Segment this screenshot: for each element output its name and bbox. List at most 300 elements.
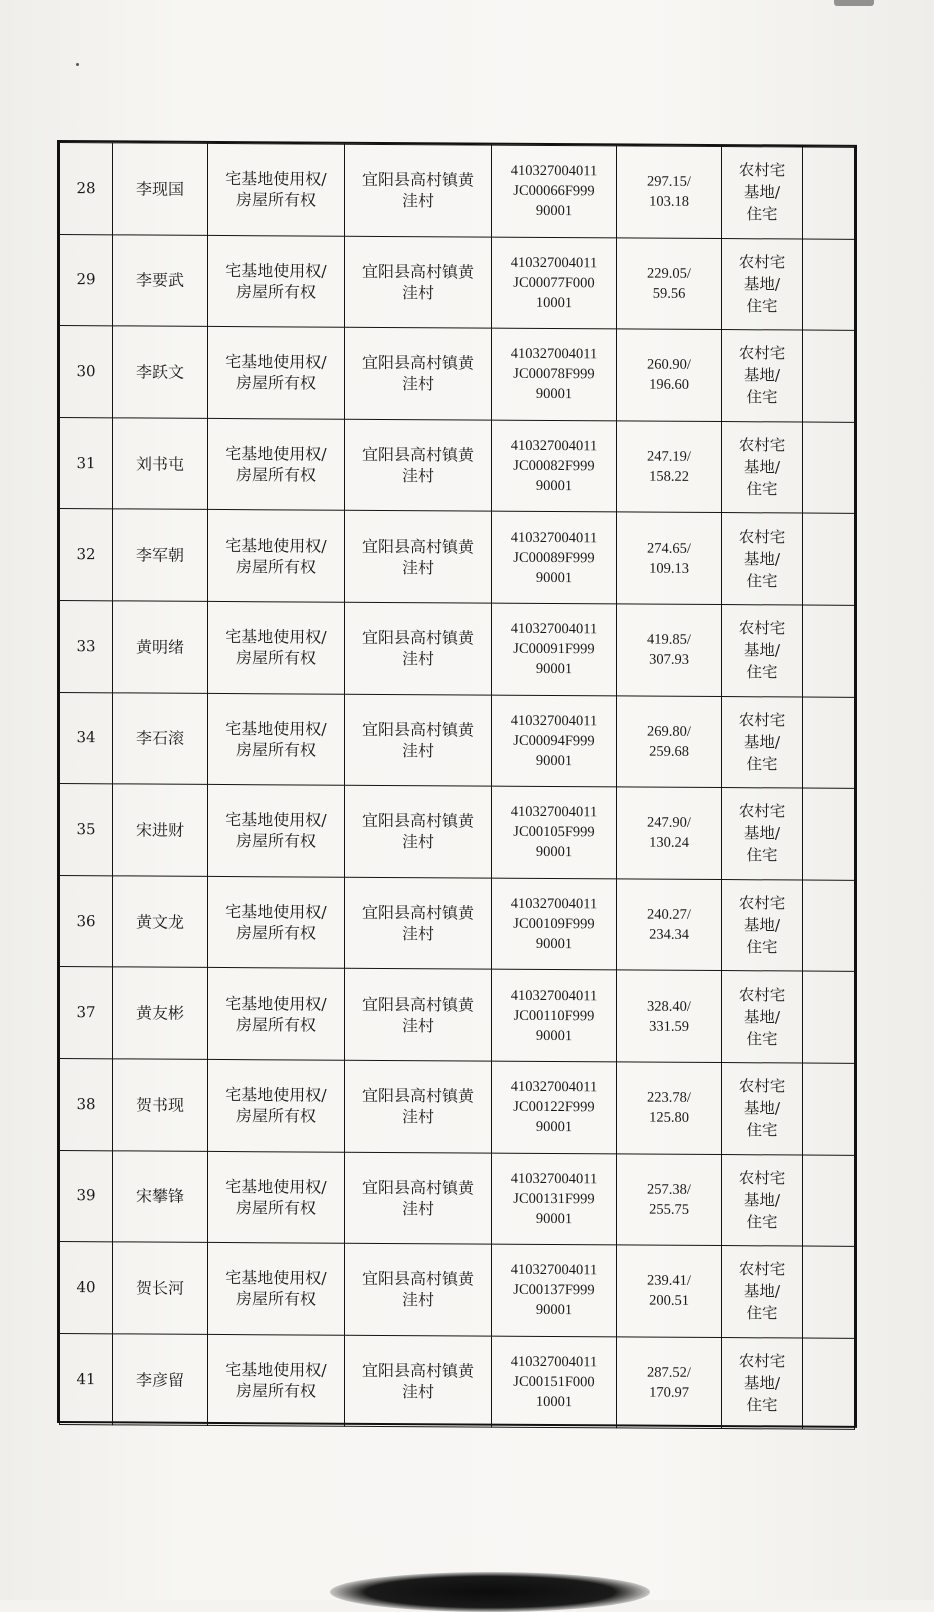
owner-name: 黄明绪 — [135, 637, 184, 657]
parcel-code — [511, 1352, 597, 1413]
note-cell — [803, 605, 855, 697]
right-type-line: 房屋所有权 — [235, 1106, 316, 1126]
parcel-code-cell — [492, 512, 617, 604]
parcel-code-cell — [492, 145, 617, 237]
land-use — [739, 984, 786, 1050]
parcel-code — [511, 344, 597, 405]
owner-name-cell — [113, 1150, 208, 1242]
location-cell — [345, 694, 492, 786]
land-use — [739, 801, 786, 867]
land-use-line: 农村宅 — [738, 1077, 786, 1096]
owner-name: 贺书现 — [135, 1095, 184, 1115]
area-line: 269.80/ — [647, 723, 691, 740]
area-cell — [617, 329, 722, 421]
area-cell — [617, 238, 722, 330]
right-type-line: 房屋所有权 — [235, 281, 316, 302]
row-number-cell — [60, 784, 113, 876]
owner-name-cell — [113, 418, 208, 510]
row-number-cell — [60, 692, 113, 784]
parcel-code-line: JC00094F999 — [513, 732, 595, 750]
area-line: 419.85/ — [647, 631, 691, 649]
parcel-code-line: 10001 — [535, 294, 573, 312]
location-cell — [345, 144, 492, 236]
row-number: 38 — [76, 1094, 96, 1113]
land-use-line: 住宅 — [746, 480, 778, 499]
parcel-code-line: 410327004011 — [510, 804, 598, 821]
land-use-line: 基地/ — [743, 733, 781, 752]
area — [647, 813, 691, 853]
parcel-code-cell — [492, 1153, 617, 1245]
right-type-line: 宅基地使用权/ — [225, 902, 327, 922]
parcel-code — [511, 619, 597, 680]
parcel-code-line: JC00109F999 — [513, 915, 595, 933]
location-line: 洼村 — [401, 557, 434, 577]
location-line: 洼村 — [401, 924, 434, 944]
location-line: 宜阳县高村镇黄 — [361, 994, 474, 1015]
land-use-line: 住宅 — [746, 571, 778, 591]
parcel-code — [511, 894, 597, 955]
area — [647, 1271, 691, 1311]
right-type — [225, 260, 326, 303]
note-cell — [803, 1063, 855, 1155]
registry-table-body — [60, 143, 855, 1430]
table-row — [60, 143, 855, 239]
land-use-line: 基地/ — [743, 458, 781, 477]
area-line: 307.93 — [649, 651, 689, 669]
location — [362, 169, 474, 212]
table-row — [60, 509, 855, 605]
parcel-code-cell — [492, 1336, 617, 1428]
owner-name: 李跃文 — [135, 362, 184, 382]
area-cell — [617, 879, 722, 971]
area-cell — [617, 1062, 722, 1154]
area-cell — [617, 146, 722, 238]
owner-name-cell — [113, 234, 208, 326]
parcel-code — [511, 802, 597, 863]
row-number-cell — [60, 234, 113, 326]
parcel-code-line: 410327004011 — [510, 1353, 598, 1371]
land-use-line: 农村宅 — [738, 253, 786, 272]
row-number-cell — [60, 1058, 113, 1150]
right-type-line: 宅基地使用权/ — [225, 993, 327, 1014]
speck-mark — [76, 63, 79, 66]
area — [647, 721, 691, 761]
location-line: 洼村 — [401, 1107, 434, 1127]
location-line: 洼村 — [401, 1015, 434, 1035]
land-use — [739, 526, 786, 592]
location-cell — [345, 1243, 492, 1335]
location — [362, 261, 474, 304]
location-line: 洼村 — [401, 191, 434, 211]
area-cell — [617, 695, 722, 787]
row-number-cell — [60, 326, 113, 418]
note-cell — [803, 697, 855, 789]
parcel-code-line: 410327004011 — [510, 895, 598, 913]
row-number-cell — [60, 1242, 113, 1334]
land-use-line: 住宅 — [746, 755, 778, 774]
land-use-cell — [722, 1246, 803, 1338]
land-use — [739, 251, 786, 317]
land-use-line: 农村宅 — [738, 894, 786, 913]
area-line: 247.19/ — [647, 448, 691, 465]
owner-name-cell — [113, 692, 208, 784]
location-line: 宜阳县高村镇黄 — [361, 353, 474, 374]
location — [362, 902, 474, 945]
parcel-code-line: 410327004011 — [510, 163, 598, 180]
location — [362, 627, 474, 670]
table-row — [60, 967, 855, 1063]
owner-name-cell — [113, 784, 208, 876]
parcel-code-line: JC00131F999 — [513, 1190, 595, 1208]
row-number-cell — [60, 1150, 113, 1242]
parcel-code — [511, 985, 597, 1046]
table-row — [60, 1333, 855, 1429]
area-line: 274.65/ — [647, 540, 691, 557]
land-use-line: 农村宅 — [738, 802, 786, 821]
location — [362, 810, 474, 853]
right-type-cell — [208, 235, 345, 327]
owner-name: 宋攀锋 — [135, 1186, 184, 1207]
land-use-line: 住宅 — [746, 663, 778, 682]
area-line: 247.90/ — [647, 815, 691, 832]
land-use — [739, 1259, 786, 1325]
table-row — [60, 1242, 855, 1338]
land-use-cell — [722, 513, 803, 605]
row-number: 30 — [76, 362, 96, 381]
row-number-cell — [60, 1333, 113, 1425]
right-type — [225, 1359, 326, 1402]
parcel-code-cell — [492, 878, 617, 970]
right-type-line: 宅基地使用权/ — [225, 1176, 327, 1197]
note-cell — [803, 1155, 855, 1247]
location-line: 洼村 — [401, 1382, 434, 1402]
location-line: 洼村 — [401, 1290, 434, 1310]
land-use-line: 农村宅 — [738, 527, 786, 547]
area-line: 196.60 — [649, 377, 689, 394]
land-use-line: 农村宅 — [738, 1260, 786, 1279]
right-type-line: 房屋所有权 — [235, 556, 316, 577]
parcel-code-line: 90001 — [535, 661, 573, 678]
right-type-cell — [208, 1243, 345, 1335]
note-cell — [803, 513, 855, 605]
parcel-code-line: 90001 — [535, 1119, 573, 1136]
row-number: 36 — [76, 911, 96, 930]
area-line: 223.78/ — [647, 1089, 691, 1107]
area-line: 255.75 — [649, 1201, 689, 1218]
land-use-line: 基地/ — [743, 275, 781, 294]
area — [647, 1088, 691, 1128]
right-type — [225, 1176, 326, 1219]
registry-table — [59, 142, 855, 1430]
location-cell — [345, 602, 492, 694]
owner-name: 刘书屯 — [135, 454, 184, 474]
land-use-line: 住宅 — [746, 846, 778, 865]
land-use-line: 住宅 — [746, 388, 778, 407]
parcel-code — [511, 436, 597, 497]
area-line: 200.51 — [649, 1293, 689, 1310]
row-number-cell — [60, 600, 113, 692]
land-use-line: 基地/ — [743, 1191, 781, 1210]
land-use-line: 农村宅 — [738, 344, 786, 363]
land-use-line: 住宅 — [746, 1213, 778, 1232]
land-use-line: 住宅 — [746, 1029, 778, 1049]
parcel-code-line: 410327004011 — [510, 621, 598, 638]
area-line: 331.59 — [649, 1018, 689, 1035]
table-row — [60, 600, 855, 696]
area-line: 328.40/ — [647, 998, 691, 1015]
location — [362, 1268, 474, 1311]
note-cell — [803, 880, 855, 972]
right-type-cell — [208, 785, 345, 877]
land-use-line: 基地/ — [743, 1374, 781, 1393]
area-line: 239.41/ — [647, 1273, 691, 1290]
parcel-code-line: 90001 — [535, 569, 573, 586]
right-type-line: 宅基地使用权/ — [225, 535, 327, 556]
parcel-code-line: 90001 — [535, 844, 573, 861]
land-use-cell — [722, 788, 803, 880]
right-type-cell — [208, 143, 345, 235]
land-use-cell — [722, 421, 803, 513]
location-line: 宜阳县高村镇黄 — [361, 170, 474, 190]
table-row — [60, 326, 855, 422]
parcel-code-line: JC00110F999 — [513, 1007, 595, 1024]
right-type-cell — [208, 1151, 345, 1243]
right-type-line: 房屋所有权 — [235, 1381, 316, 1401]
land-use-cell — [722, 1062, 803, 1154]
owner-name-cell — [113, 143, 208, 235]
owner-name: 李要武 — [135, 270, 184, 291]
parcel-code-cell — [492, 695, 617, 787]
right-type-line: 宅基地使用权/ — [225, 627, 327, 647]
land-use-line: 基地/ — [743, 549, 781, 569]
land-use-line: 农村宅 — [738, 436, 786, 455]
location-line: 洼村 — [401, 374, 434, 394]
bottom-ink-smudge — [330, 1572, 650, 1612]
parcel-code — [511, 1077, 597, 1138]
right-type-line: 房屋所有权 — [235, 739, 316, 760]
row-number-cell — [60, 875, 113, 967]
land-use-cell — [722, 605, 803, 697]
note-cell — [803, 422, 855, 514]
land-use-line: 住宅 — [746, 1396, 778, 1415]
owner-name: 李现国 — [135, 179, 184, 199]
right-type-line: 宅基地使用权/ — [225, 169, 327, 189]
area-cell — [617, 1153, 722, 1245]
land-use-line: 住宅 — [746, 205, 778, 224]
parcel-code-line: JC00089F999 — [513, 549, 595, 566]
land-use — [739, 892, 786, 958]
parcel-code-line: 410327004011 — [510, 1262, 598, 1279]
land-use-line: 基地/ — [743, 1099, 781, 1118]
right-type — [225, 718, 326, 761]
right-type-line: 房屋所有权 — [235, 373, 316, 394]
parcel-code — [511, 253, 597, 314]
land-use-line: 农村宅 — [738, 1168, 786, 1188]
parcel-code-line: 10001 — [535, 1393, 573, 1411]
right-type-line: 房屋所有权 — [235, 831, 316, 852]
land-use-cell — [722, 879, 803, 971]
right-type-cell — [208, 693, 345, 785]
area — [647, 447, 691, 487]
area-line: 229.05/ — [647, 265, 691, 282]
location-cell — [345, 877, 492, 969]
right-type — [225, 352, 326, 395]
location — [362, 352, 474, 395]
right-type-cell — [208, 1334, 345, 1426]
land-use-line: 基地/ — [743, 824, 781, 843]
note-cell — [803, 147, 855, 239]
area-line: 287.52/ — [647, 1364, 691, 1381]
row-number-cell — [60, 967, 113, 1059]
right-type-cell — [208, 327, 345, 419]
parcel-code — [511, 527, 597, 588]
location — [362, 536, 474, 579]
location-line: 宜阳县高村镇黄 — [361, 628, 474, 648]
parcel-code-line: 90001 — [535, 386, 573, 403]
parcel-code-cell — [492, 969, 617, 1061]
row-number: 34 — [76, 728, 96, 747]
parcel-code-cell — [492, 1061, 617, 1153]
location-cell — [345, 1060, 492, 1152]
location-line: 洼村 — [401, 282, 434, 303]
table-row — [60, 784, 855, 880]
parcel-code-line: 90001 — [535, 203, 573, 220]
parcel-code — [511, 1169, 597, 1230]
row-number: 29 — [76, 270, 96, 289]
area-cell — [617, 421, 722, 513]
land-use — [739, 1350, 786, 1416]
land-use-line: 农村宅 — [738, 619, 786, 638]
location — [362, 444, 474, 487]
table-row — [60, 875, 855, 971]
location-line: 宜阳县高村镇黄 — [361, 444, 474, 465]
right-type-cell — [208, 876, 345, 968]
owner-name: 李彦留 — [135, 1369, 184, 1390]
owner-name: 贺长河 — [135, 1278, 184, 1298]
location-cell — [345, 511, 492, 603]
note-cell — [803, 239, 855, 331]
row-number-cell — [60, 417, 113, 509]
land-use-cell — [722, 696, 803, 788]
area — [647, 172, 691, 212]
location — [362, 719, 474, 762]
location-line: 宜阳县高村镇黄 — [361, 1360, 474, 1381]
parcel-code-line: 90001 — [535, 1210, 573, 1227]
land-use-line: 农村宅 — [738, 1352, 786, 1371]
parcel-code-cell — [492, 420, 617, 512]
parcel-code-line: 90001 — [535, 1027, 573, 1044]
owner-name: 李军朝 — [135, 545, 184, 565]
right-type-line: 宅基地使用权/ — [225, 810, 327, 831]
location-cell — [345, 327, 492, 419]
area-line: 103.18 — [649, 193, 689, 211]
area-line: 259.68 — [649, 743, 689, 760]
land-use-line: 农村宅 — [738, 161, 786, 180]
right-type-cell — [208, 968, 345, 1060]
parcel-code-line: 90001 — [535, 1302, 573, 1319]
land-use — [739, 159, 786, 225]
right-type — [225, 901, 326, 944]
right-type-line: 宅基地使用权/ — [225, 444, 327, 464]
row-number: 32 — [76, 545, 96, 564]
parcel-code-line: 410327004011 — [510, 254, 598, 272]
right-type-line: 房屋所有权 — [235, 465, 316, 485]
location-line: 宜阳县高村镇黄 — [361, 811, 474, 832]
row-number: 28 — [76, 178, 96, 198]
location-line: 洼村 — [401, 832, 434, 852]
row-number: 33 — [76, 636, 96, 656]
land-use — [739, 434, 786, 500]
land-use — [739, 709, 786, 775]
land-use-cell — [722, 1154, 803, 1246]
registry-table-frame — [57, 140, 857, 1428]
right-type-line: 宅基地使用权/ — [225, 1360, 327, 1380]
location-line: 宜阳县高村镇黄 — [361, 902, 474, 923]
right-type — [225, 535, 326, 578]
right-type-line: 房屋所有权 — [235, 1289, 316, 1310]
parcel-code-line: JC00078F999 — [513, 366, 595, 383]
land-use-line: 住宅 — [746, 938, 778, 957]
note-cell — [803, 788, 855, 880]
location-cell — [345, 1335, 492, 1427]
location — [362, 1085, 474, 1128]
owner-name-cell — [113, 876, 208, 968]
location — [362, 1177, 474, 1220]
location-line: 宜阳县高村镇黄 — [361, 1269, 474, 1289]
location-line: 宜阳县高村镇黄 — [361, 1086, 474, 1106]
right-type-line: 房屋所有权 — [235, 1014, 316, 1035]
owner-name-cell — [113, 326, 208, 418]
parcel-code-cell — [492, 1244, 617, 1336]
parcel-code-line: 410327004011 — [510, 1170, 598, 1188]
land-use-cell — [722, 971, 803, 1063]
right-type-line: 宅基地使用权/ — [225, 352, 327, 373]
area — [647, 1363, 691, 1403]
area — [647, 355, 691, 395]
parcel-code — [511, 1260, 597, 1321]
row-number: 39 — [76, 1186, 96, 1205]
area-line: 170.97 — [649, 1384, 689, 1401]
note-cell — [803, 1246, 855, 1338]
area — [647, 996, 691, 1036]
right-type-line: 宅基地使用权/ — [225, 260, 327, 281]
owner-name-cell — [113, 1059, 208, 1151]
land-use-line: 基地/ — [743, 366, 781, 385]
row-number: 31 — [76, 453, 96, 472]
area-line: 158.22 — [649, 468, 689, 485]
land-use — [739, 617, 786, 683]
note-cell — [803, 330, 855, 422]
parcel-code-cell — [492, 603, 617, 695]
area-line: 109.13 — [649, 560, 689, 577]
owner-name-cell — [113, 1334, 208, 1426]
right-type-line: 宅基地使用权/ — [225, 1085, 327, 1105]
area-line: 130.24 — [649, 835, 689, 852]
parcel-code-line: 410327004011 — [510, 529, 598, 546]
parcel-code-line: JC00151F000 — [513, 1373, 595, 1391]
parcel-code — [511, 711, 597, 772]
location-line: 宜阳县高村镇黄 — [361, 1177, 474, 1198]
parcel-code-line: 90001 — [535, 935, 573, 953]
area-cell — [617, 604, 722, 696]
parcel-code-line: 90001 — [535, 752, 573, 770]
area-cell — [617, 970, 722, 1062]
parcel-code-line: JC00082F999 — [513, 457, 595, 475]
parcel-code-line: 410327004011 — [510, 1079, 598, 1096]
parcel-code-line: JC00091F999 — [513, 641, 595, 658]
area-cell — [617, 1337, 722, 1429]
right-type-line: 宅基地使用权/ — [225, 1268, 327, 1289]
